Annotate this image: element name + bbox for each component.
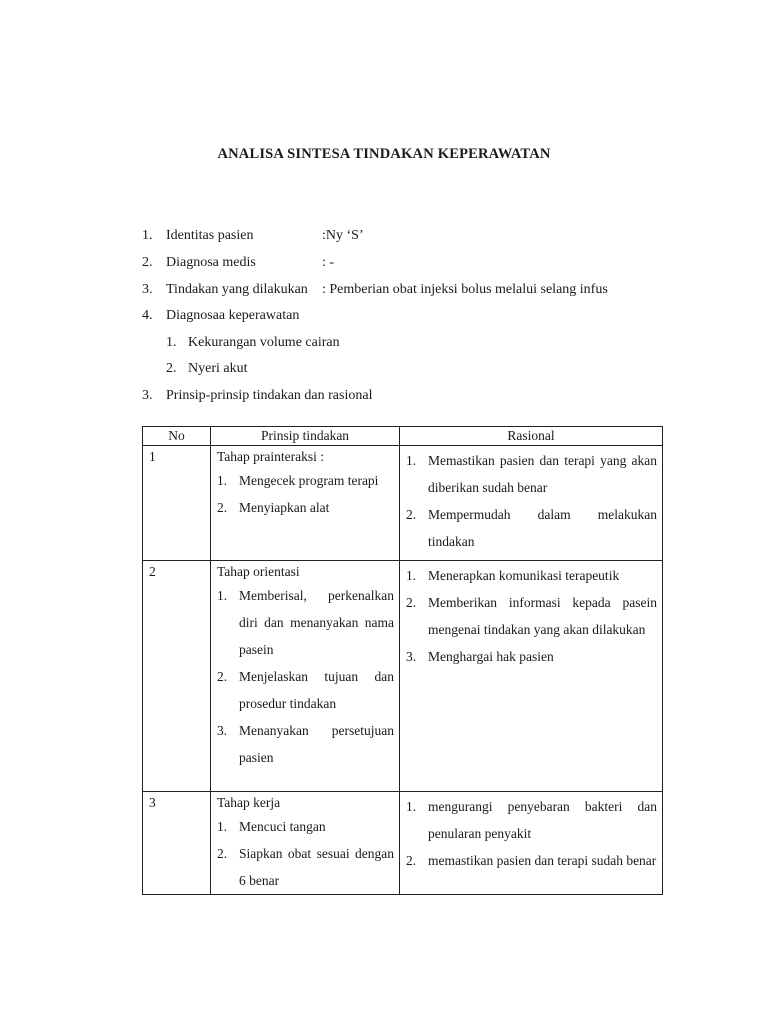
list-item: 1. Mengecek program terapi: [217, 473, 379, 488]
list-item: 2. Menjelaskan tujuan dan prosedur tindakan: [217, 669, 394, 711]
column-header-principle: Prinsip tindakan: [211, 427, 400, 446]
info-line-patient-identity: [142, 226, 364, 246]
info-number: 2.: [142, 255, 153, 270]
phase-title: Tahap orientasi: [217, 564, 300, 579]
table-header-row: [143, 427, 663, 446]
list-item: 2. Mempermudah dalam melakukan tindakan: [406, 507, 657, 549]
info-number: 4.: [142, 308, 153, 323]
rationale-cell: [400, 561, 663, 792]
info-label: Diagnosaa keperawatan: [166, 308, 300, 323]
diagnosis-text: Kekurangan volume cairan: [188, 335, 340, 350]
rationale-cell: [400, 446, 663, 561]
list-item: 2. Memberikan informasi kepada pasein mengenai tindakan yang akan dilakukan: [406, 595, 657, 637]
table-row: [143, 561, 663, 792]
column-header-rationale: Rasional: [400, 427, 663, 446]
list-item: 2. Siapkan obat sesuai dengan 6 benar: [217, 846, 394, 888]
info-value: :Ny ‘S’: [322, 228, 364, 243]
info-value: : -: [322, 255, 335, 270]
row-number: 2: [143, 561, 211, 792]
info-label: Diagnosa medis: [166, 255, 256, 270]
phase-title: Tahap kerja: [217, 795, 281, 810]
info-label: Prinsip-prinsip tindakan dan rasional: [166, 388, 373, 403]
table-row: [143, 792, 663, 895]
diagnosis-item: [166, 333, 340, 353]
info-number: 3.: [142, 388, 153, 403]
column-header-no: No: [143, 427, 211, 446]
diagnosis-number: 1.: [166, 335, 177, 350]
list-item: 2. Menyiapkan alat: [217, 500, 330, 515]
list-item: 2. memastikan pasien dan terapi sudah benar: [406, 853, 657, 868]
list-item: 3. Menanyakan persetujuan pasien: [217, 723, 394, 765]
info-label: Identitas pasien: [166, 228, 254, 243]
table-row: [143, 446, 663, 561]
principles-heading: [142, 386, 372, 406]
info-number: 3.: [142, 282, 153, 297]
document-title: ANALISA SINTESA TINDAKAN KEPERAWATAN: [217, 146, 551, 162]
list-item: 1. Memberisal, perkenalkan diri dan menanyakan nama pasein: [217, 588, 394, 657]
diagnosis-item: [166, 359, 247, 379]
list-item: 1. Mencuci tangan: [217, 819, 326, 834]
info-number: 1.: [142, 228, 153, 243]
list-item: 3. Menghargai hak pasien: [406, 649, 554, 664]
row-number: 1: [143, 446, 211, 561]
info-line-action-taken: [142, 280, 608, 300]
principle-cell: [211, 561, 400, 792]
principle-cell: [211, 446, 400, 561]
list-item: 1. Menerapkan komunikasi terapeutik: [406, 568, 620, 583]
info-label: Tindakan yang dilakukan: [166, 282, 308, 297]
phase-title: Tahap prainteraksi :: [217, 449, 325, 464]
rationale-cell: [400, 792, 663, 895]
info-line-nursing-diagnosis: [142, 306, 299, 326]
info-value: : Pemberian obat injeksi bolus melalui selang infus: [322, 282, 608, 297]
principles-table: [142, 426, 663, 895]
principle-cell: [211, 792, 400, 895]
list-item: 1. Memastikan pasien dan terapi yang akan diberikan sudah benar: [406, 453, 657, 495]
row-number: 3: [143, 792, 211, 895]
diagnosis-text: Nyeri akut: [188, 361, 248, 376]
diagnosis-number: 2.: [166, 361, 177, 376]
info-line-medical-diagnosis: [142, 253, 335, 273]
list-item: 1. mengurangi penyebaran bakteri dan penularan penyakit: [406, 799, 657, 841]
